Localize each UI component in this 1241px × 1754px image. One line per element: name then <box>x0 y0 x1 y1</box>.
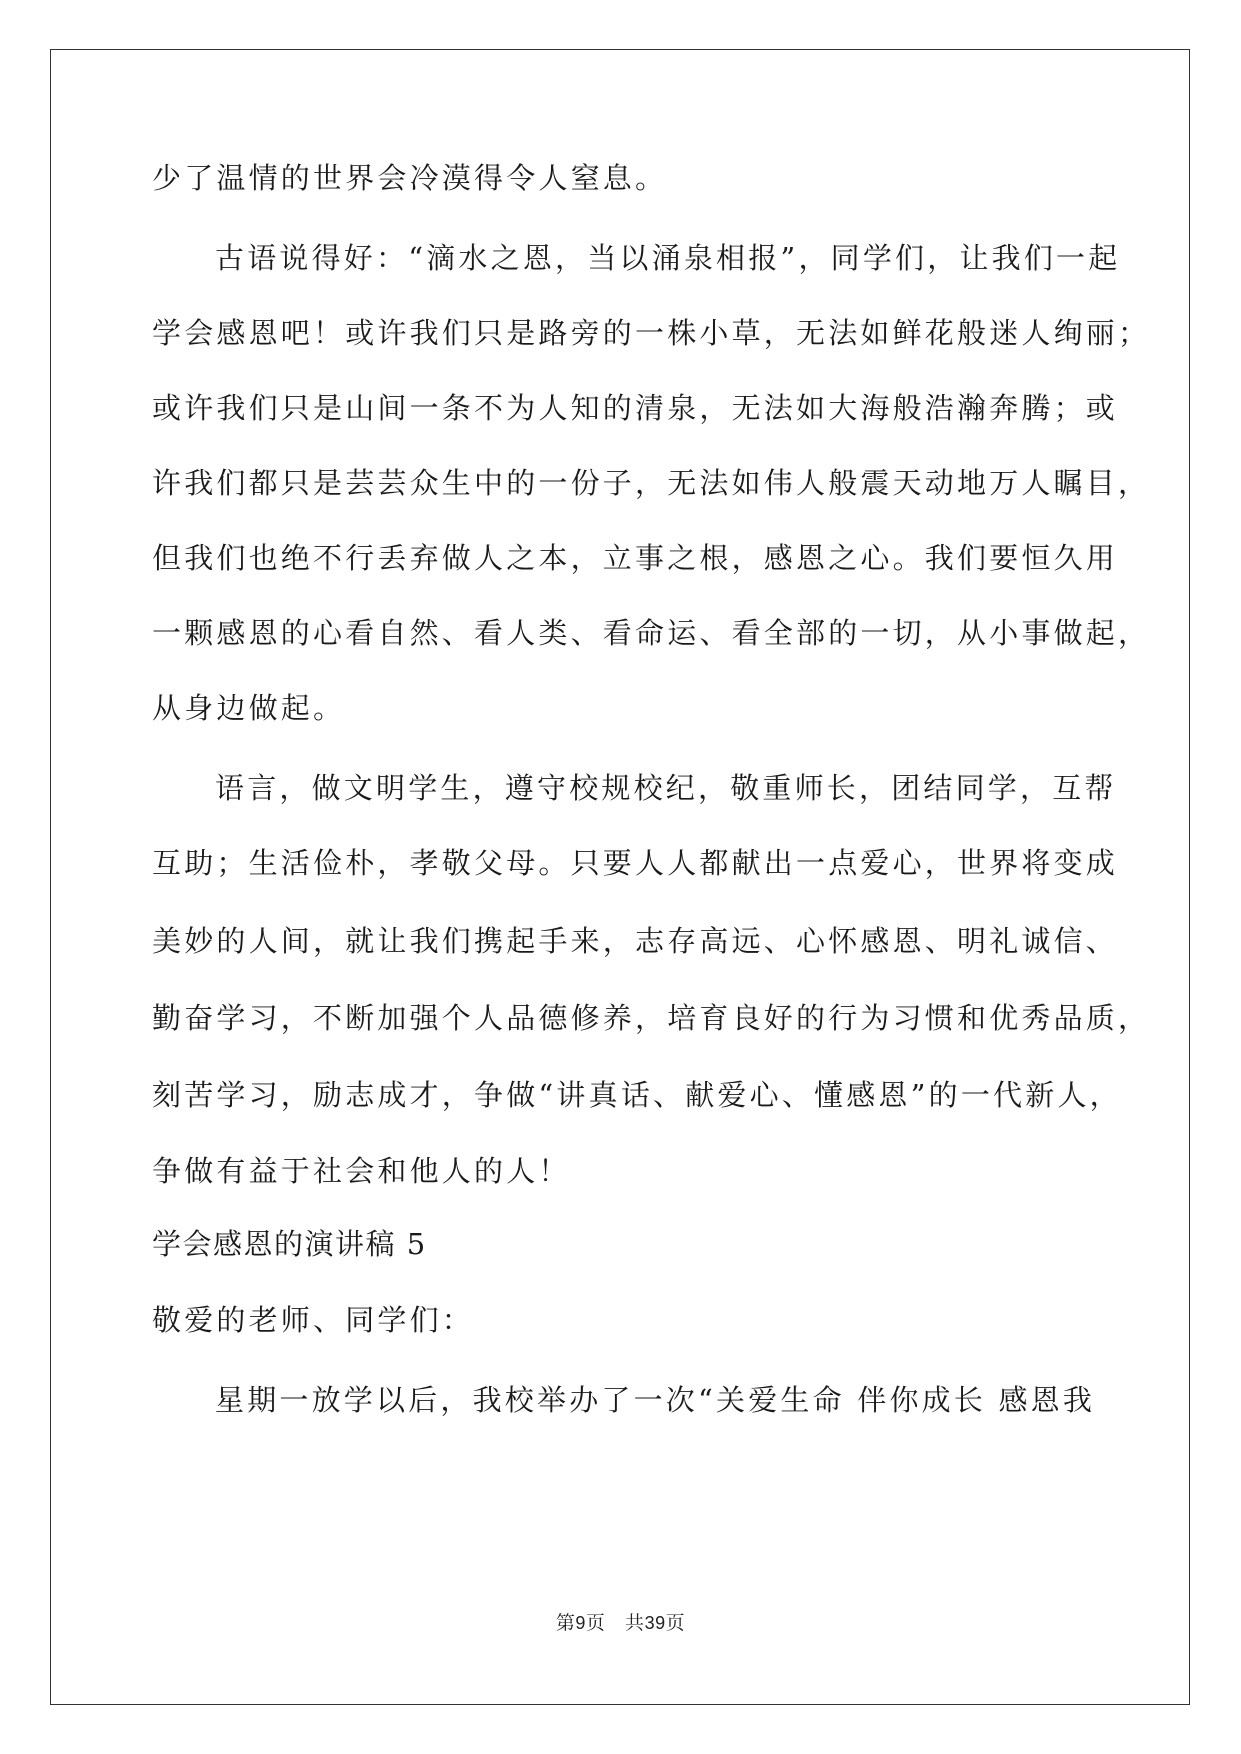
text-line: 或许我们只是山间一条不为人知的清泉，无法如大海般浩瀚奔腾；或 <box>152 391 1119 425</box>
text-line: 学会感恩吧！或许我们只是路旁的一株小草，无法如鲜花般迷人绚丽； <box>152 316 1151 350</box>
page-number: 9 <box>575 1613 586 1633</box>
text-line: 星期一放学以后，我校举办了一次“关爱生命 伴你成长 感恩我 <box>215 1383 1096 1417</box>
text-line: 互助；生活俭朴，孝敬父母。只要人人都献出一点爱心，世界将变成 <box>152 846 1119 880</box>
page-prefix: 第 <box>555 1612 576 1634</box>
text-line: 少了温情的世界会冷漠得令人窒息。 <box>152 161 668 195</box>
text-line: 许我们都只是芸芸众生中的一份子，无法如伟人般震天动地万人瞩目， <box>152 466 1151 500</box>
total-prefix: 共 <box>625 1612 645 1634</box>
text-line: 古语说得好：“滴水之恩，当以涌泉相报”，同学们，让我们一起 <box>215 241 1121 275</box>
text-line: 争做有益于社会和他人的人！ <box>152 1154 571 1188</box>
salutation: 敬爱的老师、同学们： <box>152 1303 475 1337</box>
text-line: 一颗感恩的心看自然、看人类、看命运、看全部的一切，从小事做起， <box>152 616 1151 650</box>
page-footer <box>0 1608 1241 1635</box>
section-heading: 学会感恩的演讲稿 5 <box>152 1227 427 1261</box>
text-line: 从身边做起。 <box>152 691 346 725</box>
text-line: 刻苦学习，励志成才，争做“讲真话、献爱心、懂感恩”的一代新人， <box>152 1078 1122 1112</box>
text-line: 语言，做文明学生，遵守校规校纪，敬重师长，团结同学，互帮 <box>215 771 1117 805</box>
total-pages: 39 <box>644 1613 666 1633</box>
text-line: 勤奋学习，不断加强个人品德修养，培育良好的行为习惯和优秀品质， <box>152 1001 1151 1035</box>
total-suffix: 页 <box>665 1612 686 1634</box>
text-line: 美妙的人间，就让我们携起手来，志存高远、心怀感恩、明礼诚信、 <box>152 924 1119 958</box>
page-suffix: 页 <box>585 1612 606 1634</box>
text-line: 但我们也绝不行丢弃做人之本，立事之根，感恩之心。我们要恒久用 <box>152 541 1119 575</box>
